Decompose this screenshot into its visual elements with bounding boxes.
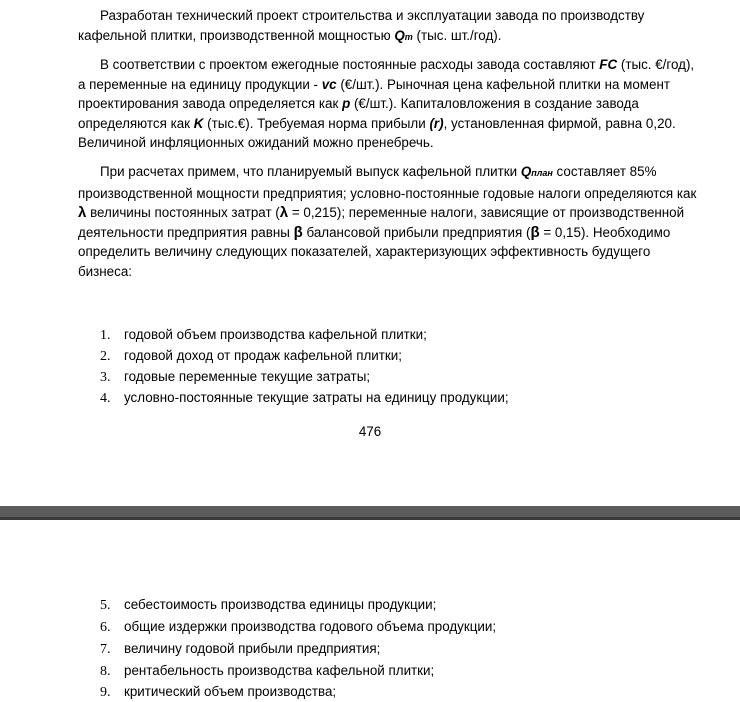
list-item: 6. общие издержки производства годового объема продукции;	[100, 619, 497, 635]
page-477	[0, 520, 740, 698]
paragraph-assumptions: При расчетах примем, что планируемый выпуск кафельной плитки Qплан составляет 85% производственной мощности предприятия; условно-постоянные годовые налоги определяются как λ величины постоянных затрат (λ = 0,215); переменные налоги, зависящие от производственной деятельности предприятия равны β балансовой прибыли предприятия (β = 0,15). Необходимо определить величину следующих показателей, характеризующих эффективность будущего бизнеса:	[78, 164, 697, 279]
paragraph-costs: В соответствии с проектом ежегодные постоянные расходы завода составляют FC (тыс. €/год), а переменные на единицу продукции - vc (€/шт.). Рыночная цена кафельной плитки на момент проектирования завода определяется как p (€/шт.). Капиталовложения в создание завода определяются как K (тыс.€). Требуемая норма прибыли (r), установленная фирмой, равна 0,20. Величиной инфляционных ожиданий можно пренебречь.	[78, 57, 695, 150]
list-item: 2. годовой доход от продаж кафельной плитки;	[100, 348, 402, 364]
symbol-qm: Qm	[394, 27, 413, 43]
list-item: 7. величину годовой прибыли предприятия;	[100, 641, 381, 657]
symbol-beta: β	[530, 223, 540, 241]
symbol-fc: FC	[599, 57, 618, 72]
symbol-p: p	[342, 96, 351, 111]
page-separator	[0, 506, 740, 520]
symbol-beta: β	[293, 223, 303, 241]
symbol-lambda: λ	[279, 204, 289, 221]
list-item: 3. годовые переменные текущие затраты;	[100, 369, 371, 385]
symbol-qplan: Qплан	[520, 164, 553, 179]
page-number: 476	[358, 424, 382, 439]
paragraph-intro: Разработан технический проект строительства и эксплуатации завода по производству кафельной плитки, производственной мощностью Qm (тыс. шт./год).	[78, 8, 645, 43]
list-item: 5. себестоимость производства единицы продукции;	[100, 597, 437, 613]
list-item: 9. критический объем производства;	[100, 684, 337, 700]
symbol-r: (r)	[429, 115, 444, 131]
list-item: 4. условно-постоянные текущие затраты на единицу продукции;	[100, 390, 509, 406]
list-item: 1. годовой объем производства кафельной плитки;	[100, 327, 427, 343]
symbol-k: K	[193, 115, 204, 131]
symbol-lambda: λ	[78, 204, 87, 221]
list-item: 8. рентабельность производства кафельной плитки;	[100, 663, 435, 679]
symbol-vc: vc	[321, 76, 337, 92]
